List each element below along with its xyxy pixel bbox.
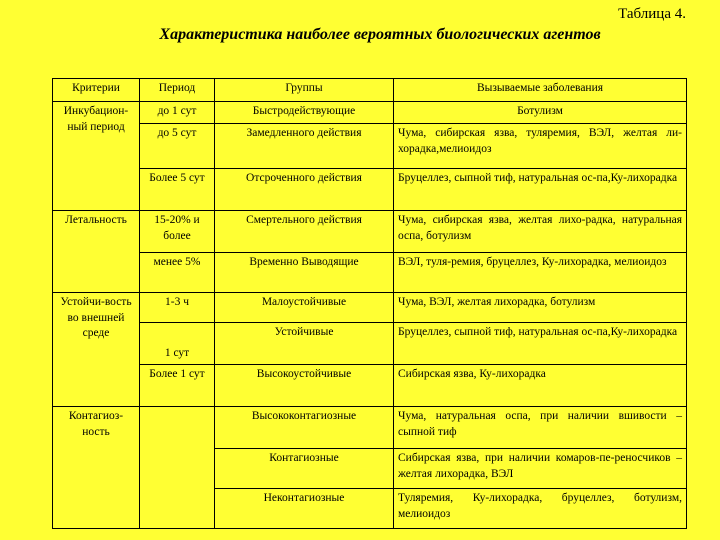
table-row [53, 169, 687, 211]
diseases-cell: Ботулизм [394, 102, 687, 124]
criterion-lethality: Летальность [53, 211, 140, 293]
group-cell: Временно Выводящие [215, 253, 394, 293]
group-cell: Замедленного действия [215, 124, 394, 169]
table-row [53, 293, 687, 323]
table-title: Характеристика наиболее вероятных биологических агентов [159, 26, 601, 43]
table-number: Таблица 4. [618, 6, 686, 22]
diseases-cell: Чума, сибирская язва, желтая лихо-радка, натуральная оспа, ботулизм [394, 211, 687, 253]
diseases-cell: ВЭЛ, туля-ремия, бруцеллез, Ку-лихорадка, мелиоидоз [394, 253, 687, 293]
table-row [53, 211, 687, 253]
group-cell: Неконтагиозные [215, 489, 394, 529]
table-row [53, 365, 687, 407]
period-cell: менее 5% [140, 253, 215, 293]
table-row [53, 102, 687, 124]
header-groups: Группы [215, 79, 394, 102]
group-cell: Высококонтагиозные [215, 407, 394, 449]
header-period: Период [140, 79, 215, 102]
diseases-cell: Туляремия, Ку-лихорадка, бруцеллез, ботулизм, мелиоидоз [394, 489, 687, 529]
diseases-cell: Сибирская язва, при наличии комаров-пе-реносчиков – желтая лихорадка, ВЭЛ [394, 449, 687, 489]
criterion-incubation: Инкубацион-ный период [53, 102, 140, 211]
group-cell: Быстродействующие [215, 102, 394, 124]
group-cell: Устойчивые [215, 323, 394, 365]
table-row [53, 323, 687, 365]
header-criteria: Критерии [53, 79, 140, 102]
agents-table [52, 78, 687, 529]
diseases-cell: Чума, натуральная оспа, при наличии вшивости – сыпной тиф [394, 407, 687, 449]
diseases-cell: Бруцеллез, сыпной тиф, натуральная ос-па,Ку-лихорадка [394, 169, 687, 211]
diseases-cell: Бруцеллез, сыпной тиф, натуральная ос-па,Ку-лихорадка [394, 323, 687, 365]
period-cell: 1-3 ч [140, 293, 215, 323]
group-cell: Малоустойчивые [215, 293, 394, 323]
diseases-cell: Чума, ВЭЛ, желтая лихорадка, ботулизм [394, 293, 687, 323]
period-cell: 1 сут [140, 323, 215, 365]
diseases-cell: Сибирская язва, Ку-лихорадка [394, 365, 687, 407]
criterion-stability: Устойчи-вость во внешней среде [53, 293, 140, 407]
table-row [53, 124, 687, 169]
header-diseases: Вызываемые заболевания [394, 79, 687, 102]
table-row [53, 253, 687, 293]
diseases-cell: Чума, сибирская язва, туляремия, ВЭЛ, желтая ли-хорадка,мелиоидоз [394, 124, 687, 169]
group-cell: Отсроченного действия [215, 169, 394, 211]
group-cell: Высокоустойчивые [215, 365, 394, 407]
criterion-contagious: Контагиоз-ность [53, 407, 140, 529]
group-cell: Смертельного действия [215, 211, 394, 253]
period-cell: Более 1 сут [140, 365, 215, 407]
period-cell-empty [140, 407, 215, 529]
period-cell: 15-20% и более [140, 211, 215, 253]
period-cell: до 5 сут [140, 124, 215, 169]
table-row [53, 407, 687, 449]
period-cell: до 1 сут [140, 102, 215, 124]
group-cell: Контагиозные [215, 449, 394, 489]
header-row [53, 79, 687, 102]
period-cell: Более 5 сут [140, 169, 215, 211]
